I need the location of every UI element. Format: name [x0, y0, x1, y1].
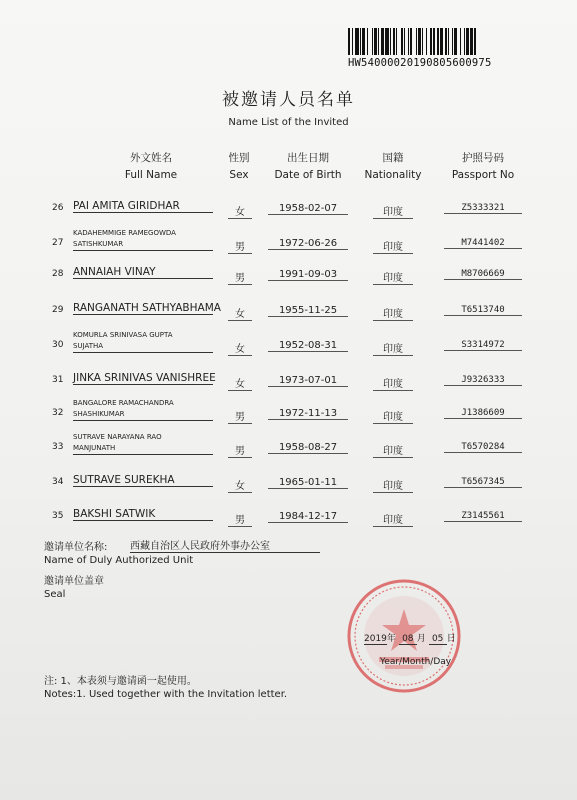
- column-header-dob-en: Date of Birth: [274, 169, 342, 181]
- table-row: [0, 330, 577, 364]
- full-name-line: SATISHKUMAR: [73, 240, 124, 248]
- barcode: [348, 28, 522, 69]
- row-number: 26: [52, 203, 64, 213]
- passport-number: J9326333: [444, 375, 522, 386]
- full-name-line: RANGANATH SATHYABHAMA: [73, 302, 221, 314]
- date-of-birth: 1958-08-27: [268, 442, 348, 454]
- row-number: 28: [52, 269, 64, 279]
- table-row: [0, 432, 577, 466]
- row-number: 33: [52, 442, 64, 452]
- table-row: [0, 474, 577, 508]
- full-name: [73, 200, 213, 213]
- date-of-birth: 1952-08-31: [268, 340, 348, 352]
- full-name: [73, 508, 213, 521]
- unit-name-label-en: Name of Duly Authorized Unit: [44, 555, 194, 566]
- full-name: [73, 228, 213, 251]
- full-name: [73, 432, 213, 455]
- barcode-number: HW54000020190805600975: [348, 57, 492, 69]
- sex-value: 女: [228, 305, 252, 321]
- column-header-sex: [220, 150, 258, 184]
- full-name-line: BAKSHI SATWIK: [73, 508, 156, 520]
- date-of-birth: 1972-06-26: [268, 238, 348, 250]
- nationality-value: 印度: [373, 238, 413, 254]
- passport-number: T6567345: [444, 477, 522, 488]
- table-row: [0, 398, 577, 432]
- column-header-nationality-cn: 国籍: [382, 152, 404, 164]
- full-name-line: BANGALORE RAMACHANDRA: [73, 399, 174, 407]
- sex-value: 男: [228, 408, 252, 424]
- column-header-dob-cn: 出生日期: [287, 152, 329, 164]
- table-row: [0, 266, 577, 300]
- passport-number: J1386609: [444, 408, 522, 419]
- column-header-name: [108, 150, 194, 184]
- full-name-line: MANJUNATH: [73, 444, 116, 452]
- nationality-value: 印度: [373, 203, 413, 219]
- date-month-suffix: 月: [416, 634, 426, 644]
- nationality-value: 印度: [373, 340, 413, 356]
- sex-value: 女: [228, 340, 252, 356]
- column-header-name-cn: 外文姓名: [130, 152, 172, 164]
- passport-number: M8706669: [444, 269, 522, 280]
- unit-name-label: 邀请单位名称:: [44, 542, 108, 553]
- date-day-suffix: 日: [446, 634, 456, 644]
- full-name-line: KOMURLA SRINIVASA GUPTA: [73, 331, 173, 339]
- date-format-label: Year/Month/Day: [380, 657, 452, 667]
- barcode-bars: [348, 28, 522, 55]
- seal-label: 邀请单位盖章: [44, 576, 104, 587]
- full-name-line: JINKA SRINIVAS VANISHREE: [73, 372, 216, 384]
- column-header-passport: [440, 150, 526, 184]
- seal-label-en: Seal: [44, 589, 66, 600]
- column-header-nationality: [360, 150, 426, 184]
- date-year: 2019: [364, 634, 387, 644]
- nationality-value: 印度: [373, 511, 413, 527]
- sex-value: 女: [228, 203, 252, 219]
- column-header-sex-en: Sex: [229, 169, 249, 181]
- sex-value: 男: [228, 238, 252, 254]
- full-name-line: SUTRAVE SUREKHA: [73, 474, 175, 486]
- passport-number: T6570284: [444, 442, 522, 453]
- date-year-suffix: 年: [386, 634, 396, 644]
- sex-value: 男: [228, 442, 252, 458]
- passport-number: T6513740: [444, 305, 522, 316]
- row-number: 31: [52, 375, 64, 385]
- date-of-birth: 1972-11-13: [268, 408, 348, 420]
- nationality-value: 印度: [373, 477, 413, 493]
- row-number: 29: [52, 305, 64, 315]
- sex-value: 男: [228, 511, 252, 527]
- date-of-birth: 1991-09-03: [268, 269, 348, 281]
- row-number: 27: [52, 238, 64, 248]
- column-header-dob: [268, 150, 348, 184]
- passport-number: Z5333321: [444, 203, 522, 214]
- full-name-line: SUJATHA: [73, 342, 104, 350]
- passport-number: S3314972: [444, 340, 522, 351]
- column-header-nationality-en: Nationality: [364, 169, 422, 181]
- column-header-passport-en: Passport No: [451, 169, 515, 181]
- nationality-value: 印度: [373, 442, 413, 458]
- full-name: [73, 302, 221, 315]
- sex-value: 女: [228, 477, 252, 493]
- note-en: Notes:1. Used together with the Invitation letter.: [44, 689, 288, 700]
- full-name: [73, 372, 216, 385]
- nationality-value: 印度: [373, 305, 413, 321]
- column-header-passport-cn: 护照号码: [462, 152, 504, 164]
- barcode-bar: [476, 28, 478, 55]
- nationality-value: 印度: [373, 269, 413, 285]
- note-cn: 注: 1、本表须与邀请函一起使用。: [44, 676, 197, 687]
- full-name: [73, 330, 213, 353]
- document-title: 被邀请人员名单: [222, 90, 355, 110]
- row-number: 32: [52, 408, 64, 418]
- date-month: 08: [399, 634, 417, 645]
- column-header-name-en: Full Name: [124, 169, 178, 181]
- date-of-birth: 1973-07-01: [268, 375, 348, 387]
- full-name-line: PAI AMITA GIRIDHAR: [73, 200, 180, 212]
- date-day: 05: [429, 634, 447, 645]
- full-name-line: ANNAIAH VINAY: [73, 266, 156, 278]
- row-number: 35: [52, 511, 64, 521]
- unit-name-value: 西藏自治区人民政府外事办公室: [130, 537, 320, 553]
- full-name: [73, 474, 213, 487]
- date-of-birth: 1965-01-11: [268, 477, 348, 489]
- sex-value: 女: [228, 375, 252, 391]
- nationality-value: 印度: [373, 375, 413, 391]
- full-name: [73, 398, 213, 421]
- table-row: [0, 228, 577, 262]
- passport-number: Z3145561: [444, 511, 522, 522]
- full-name: [73, 266, 213, 279]
- sex-value: 男: [228, 269, 252, 285]
- full-name-line: KADAHEMMIGE RAMEGOWDA: [73, 229, 176, 237]
- full-name-line: SUTRAVE NARAYANA RAO: [73, 433, 162, 441]
- nationality-value: 印度: [373, 408, 413, 424]
- date-of-birth: 1955-11-25: [268, 305, 348, 317]
- row-number: 30: [52, 340, 64, 350]
- column-header-sex-cn: 性别: [228, 152, 250, 164]
- date-of-birth: 1958-02-07: [268, 203, 348, 215]
- row-number: 34: [52, 477, 64, 487]
- full-name-line: SHASHIKUMAR: [73, 410, 125, 418]
- date-of-birth: 1984-12-17: [268, 511, 348, 523]
- document-subtitle: Name List of the Invited: [228, 117, 349, 128]
- signature-date: [364, 631, 456, 645]
- passport-number: M7441402: [444, 238, 522, 249]
